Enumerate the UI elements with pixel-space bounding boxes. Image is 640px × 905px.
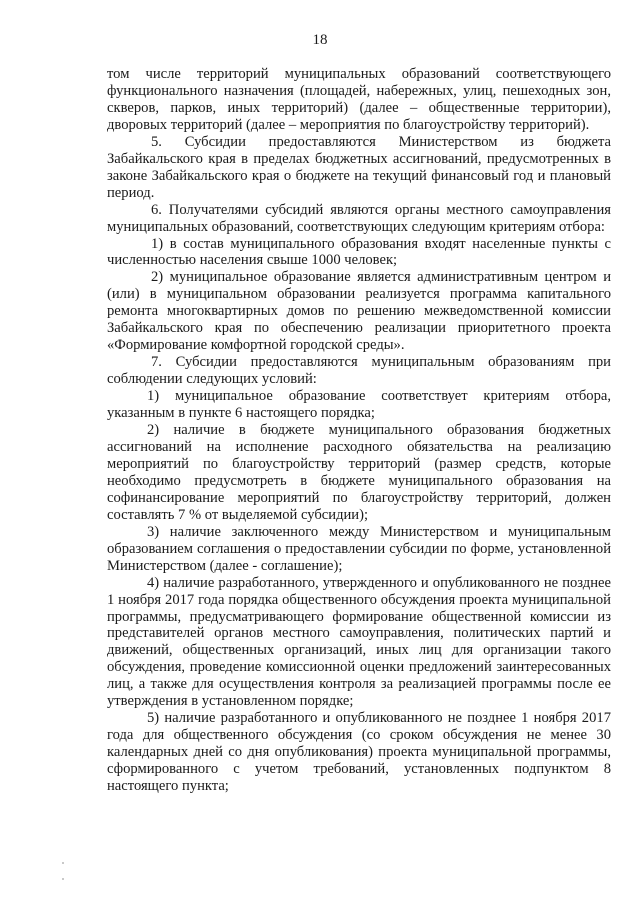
- paragraph-item-7-5: 5) наличие разработанного и опубликованного не позднее 1 ноября 2017 года для общественного обсуждения (со сроком обсуждения не менее 30 календарных дней со дня опубликования) проекта муниципальной программы, сформированного с учетом требований, установленных подпунктом 8 настоящего пункта;: [107, 710, 611, 795]
- paragraph-item-6-2: 2) муниципальное образование является административным центром и (или) в муниципальном образовании реализуется программа капитального ремонта многоквартирных домов по решению межведомственной комиссии Забайкальского края по обеспечению реализации приоритетного проекта «Формирование комфортной городской среды».: [107, 269, 611, 354]
- paragraph-item-7-2: 2) наличие в бюджете муниципального образования бюджетных ассигнований на исполнение расходного обязательства на реализацию мероприятий по благоустройству территорий (размер средств, которые необходимо предусмотреть в бюджете муниципального образования на софинансирование мероприятий по благоустройству территорий, должен составлять 7 % от выделяемой субсидии);: [107, 422, 611, 523]
- paragraph-item-7-1: 1) муниципальное образование соответствует критериям отбора, указанным в пункте 6 настоящего порядка;: [107, 388, 611, 422]
- paragraph-item-6-1: 1) в состав муниципального образования входят населенные пункты с численностью населения свыше 1000 человек;: [107, 235, 611, 269]
- paragraph-item-7-3: 3) наличие заключенного между Министерством и муниципальным образованием соглашения о предоставлении субсидии по форме, установленной Министерством (далее - соглашение);: [107, 523, 611, 574]
- document-body: [107, 66, 611, 795]
- paragraph-item-7: 7. Субсидии предоставляются муниципальным образованиям при соблюдении следующих условий:: [107, 354, 611, 388]
- scan-speck: [62, 862, 64, 864]
- scan-speck: [62, 878, 64, 880]
- paragraph-item-7-4: 4) наличие разработанного, утвержденного и опубликованного не позднее 1 ноября 2017 года порядка общественного обсуждения проекта муниципальной программы, предусматривающего формирование общественной комиссии из представителей органов местного самоуправления, политических партий и движений, общественных организаций, иных лиц для организации такого обсуждения, проведение комиссионной оценки предложений заинтересованных лиц, а также для осуществления контроля за реализацией программы после ее утверждения в установленном порядке;: [107, 574, 611, 710]
- paragraph-item-6: 6. Получателями субсидий являются органы местного самоуправления муниципальных образований, соответствующих следующим критериям отбора:: [107, 201, 611, 235]
- paragraph-continuation: том числе территорий муниципальных образований соответствующего функционального назначения (площадей, набережных, улиц, пешеходных зон, скверов, парков, иных территорий) (далее – общественные территории), дворовых территорий (далее – мероприятия по благоустройству территорий).: [107, 66, 611, 133]
- paragraph-item-5: 5. Субсидии предоставляются Министерством из бюджета Забайкальского края в пределах бюджетных ассигнований, предусмотренных в законе Забайкальского края о бюджете на текущий финансовый год и плановый период.: [107, 133, 611, 201]
- page-number: 18: [312, 32, 328, 48]
